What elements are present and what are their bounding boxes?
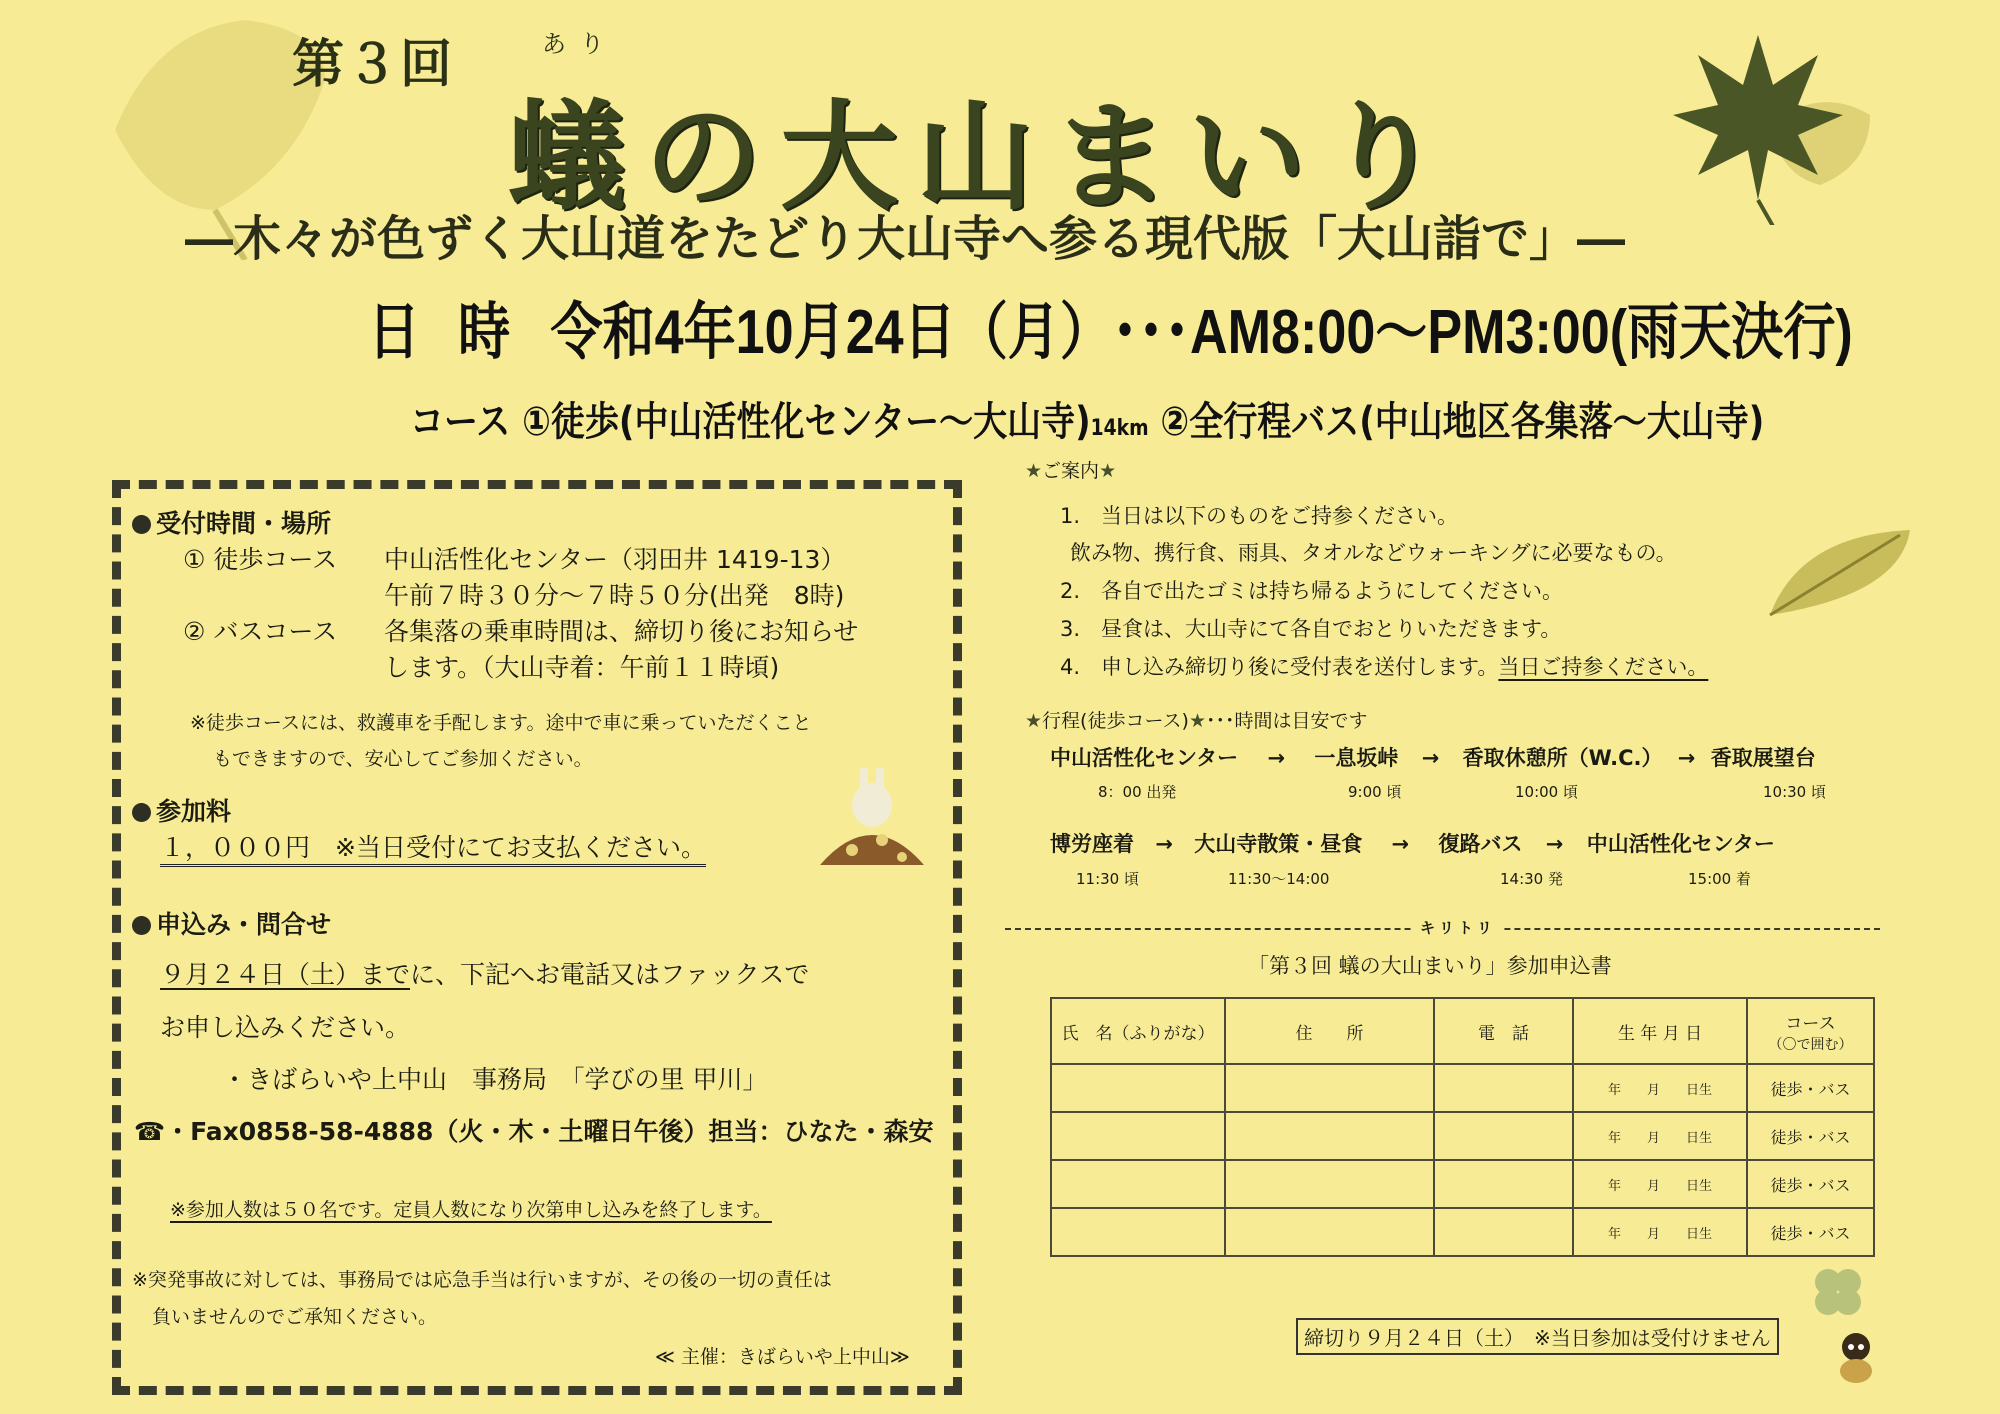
- course-cell[interactable]: 徒歩・バス: [1747, 1208, 1874, 1256]
- name-cell[interactable]: [1051, 1160, 1225, 1208]
- name-cell[interactable]: [1051, 1208, 1225, 1256]
- bus-course-line2: します。（大山寺着：午前１１時頃): [384, 653, 780, 682]
- col-name: 氏 名（ふりがな）: [1051, 998, 1225, 1064]
- address-cell[interactable]: [1225, 1160, 1434, 1208]
- apply-line2: お申し込みください。: [160, 1013, 411, 1042]
- title-ruby: あり: [542, 30, 618, 58]
- guide-item-1-detail: 飲み物、携行食、雨具、タオルなどウォーキングに必要なもの。: [1070, 541, 1677, 565]
- course-distance: 14km: [1090, 416, 1149, 441]
- bullet-icon: [132, 803, 151, 822]
- course-cell[interactable]: 徒歩・バス: [1747, 1112, 1874, 1160]
- guide-item-4: 4. 申し込み締切り後に受付表を送付します。当日ご持参ください。: [1060, 655, 1709, 679]
- apply-heading: 申込み・問合せ: [132, 905, 331, 941]
- walk-course-time: 午前７時３０分～７時５０分(出発 8時): [384, 581, 845, 610]
- table-row: [1051, 1160, 1874, 1208]
- clover-icon: [1808, 1262, 1868, 1322]
- accident-note-2: 負いませんのでご承知ください。: [152, 1306, 438, 1328]
- route-time: 10:30 頃: [1763, 783, 1826, 801]
- birthdate-cell[interactable]: 年 月 日生: [1573, 1064, 1747, 1112]
- route-stop: 博労座着: [1050, 832, 1134, 856]
- guide-item-3: 3. 昼食は、大山寺にて各自でおとりいただきます。: [1060, 617, 1562, 641]
- capacity-note: ※参加人数は５０名です。定員人数になり次第申し込みを終了します。: [170, 1199, 772, 1221]
- col-birthdate: 生 年 月 日: [1573, 998, 1747, 1064]
- route-stop: 一息坂峠: [1314, 746, 1399, 770]
- route-stop: 中山活性化センター: [1050, 746, 1239, 770]
- maple-leaf-icon: [1668, 25, 1848, 225]
- datetime-label: 日 時: [368, 298, 522, 367]
- deadline-box: 締切り９月２４日（土） ※当日参加は受付けません: [1296, 1318, 1779, 1355]
- table-row: [1051, 1064, 1874, 1112]
- arrow-icon: →: [1391, 832, 1410, 856]
- accident-note-1: ※突発事故に対しては、事務局では応急手当は行いますが、その後の一切の責任は: [132, 1269, 832, 1291]
- guide-item-2: 2. 各自で出たゴミは持ち帰るようにしてください。: [1060, 579, 1564, 603]
- ambulance-note-1: ※徒歩コースには、救護車を手配します。途中で車に乗っていただくこと: [190, 712, 812, 734]
- route-time: 9:00 頃: [1348, 783, 1402, 801]
- route-time: 10:00 頃: [1515, 783, 1578, 801]
- arrow-icon: →: [1421, 746, 1440, 770]
- birthdate-cell[interactable]: 年 月 日生: [1573, 1160, 1747, 1208]
- course-cell[interactable]: 徒歩・バス: [1747, 1064, 1874, 1112]
- arrow-icon: →: [1545, 832, 1564, 856]
- leaf-icon: [1760, 525, 1920, 625]
- col-address: 住 所: [1225, 998, 1434, 1064]
- address-cell[interactable]: [1225, 1112, 1434, 1160]
- phone-cell[interactable]: [1434, 1112, 1573, 1160]
- arrow-icon: →: [1677, 746, 1696, 770]
- edition-label: 第３回: [292, 34, 455, 95]
- table-row: [1051, 1112, 1874, 1160]
- bus-course-line1: 各集落の乗車時間は、締切り後にお知らせ: [384, 617, 859, 646]
- course-cell[interactable]: 徒歩・バス: [1747, 1160, 1874, 1208]
- bullet-icon: [132, 916, 151, 935]
- itinerary-heading: ★行程(徒歩コース)★･･･時間は目安です: [1025, 710, 1368, 732]
- datetime-value: 令和4年10月24日（月）･･･AM8:00～PM3:00(雨天決行): [550, 298, 1853, 367]
- fax-line: ☎・Fax0858-58-4888（火・木・土曜日午後）担当：ひなた・森安: [134, 1117, 934, 1146]
- apply-deadline-line: ９月２４日（土）までに、下記へお電話又はファックスで: [160, 960, 810, 989]
- itinerary-row-2: [1050, 828, 1775, 858]
- route-stop: 香取休憩所（W.C.）: [1462, 746, 1663, 770]
- reception-heading: 受付時間・場所: [132, 504, 331, 540]
- route-stop: 香取展望台: [1710, 746, 1816, 770]
- route-time: 8：00 出発: [1098, 783, 1177, 801]
- walk-course-place: 中山活性化センター（羽田井 1419-13）: [384, 545, 846, 574]
- fee-heading: 参加料: [132, 792, 231, 828]
- ambulance-note-2: もできますので、安心してご参加ください。: [213, 748, 593, 770]
- route-time: 14:30 発: [1500, 870, 1563, 888]
- route-time: 11:30 頃: [1076, 870, 1139, 888]
- col-phone: 電 話: [1434, 998, 1573, 1064]
- col-course: コース （〇で囲む）: [1747, 998, 1874, 1064]
- host-line: ≪ 主催：きばらいや上中山≫: [655, 1346, 910, 1368]
- birthdate-cell[interactable]: 年 月 日生: [1573, 1208, 1747, 1256]
- table-row: [1051, 1208, 1874, 1256]
- address-cell[interactable]: [1225, 1064, 1434, 1112]
- course-rest: ②全行程バス(中山地区各集落～大山寺): [1148, 399, 1765, 445]
- phone-cell[interactable]: [1434, 1064, 1573, 1112]
- guide-heading: ★ご案内★: [1025, 460, 1117, 482]
- phone-cell[interactable]: [1434, 1160, 1573, 1208]
- cut-label: キリトリ: [1412, 917, 1504, 938]
- arrow-icon: →: [1155, 832, 1173, 856]
- page-title: 蟻の大山まいり: [508, 87, 1461, 226]
- route-stop: 大山寺散策・昼食: [1194, 832, 1363, 856]
- page-subtitle: ―木々が色ずく大山道をたどり大山寺へ参る現代版「大山詣で」―: [185, 211, 1626, 267]
- guide-item-1: 1. 当日は以下のものをご持参ください。: [1060, 504, 1459, 528]
- office-line: ・きばらいや上中山 事務局 「学びの里 甲川」: [222, 1065, 768, 1094]
- name-cell[interactable]: [1051, 1112, 1225, 1160]
- walk-course-label: ① 徒歩コース: [183, 545, 338, 574]
- phone-icon: ☎: [134, 1117, 166, 1146]
- bullet-icon: [132, 515, 151, 534]
- itinerary-row-1: [1050, 742, 1816, 772]
- arrow-icon: →: [1267, 746, 1286, 770]
- name-cell[interactable]: [1051, 1064, 1225, 1112]
- route-stop: 中山活性化センター: [1586, 832, 1775, 856]
- table-header-row: [1051, 998, 1874, 1064]
- application-form-table: [1050, 997, 1875, 1257]
- route-stop: 復路バス: [1438, 832, 1523, 856]
- fee-value: １，０００円 ※当日受付にてお支払ください。: [160, 828, 706, 864]
- phone-cell[interactable]: [1434, 1208, 1573, 1256]
- address-cell[interactable]: [1225, 1208, 1434, 1256]
- ant-icon: [1830, 1325, 1882, 1385]
- route-time: 15:00 着: [1688, 870, 1751, 888]
- form-title: 「第３回 蟻の大山まいり」参加申込書: [1248, 954, 1612, 978]
- route-time: 11:30～14:00: [1228, 870, 1330, 888]
- course-lead: コース ①徒歩(中山活性化センター～大山寺): [410, 399, 1091, 445]
- event-datetime: [368, 282, 1853, 371]
- bus-course-label: ② バスコース: [183, 617, 338, 646]
- birthdate-cell[interactable]: 年 月 日生: [1573, 1112, 1747, 1160]
- course-line: [410, 390, 1764, 447]
